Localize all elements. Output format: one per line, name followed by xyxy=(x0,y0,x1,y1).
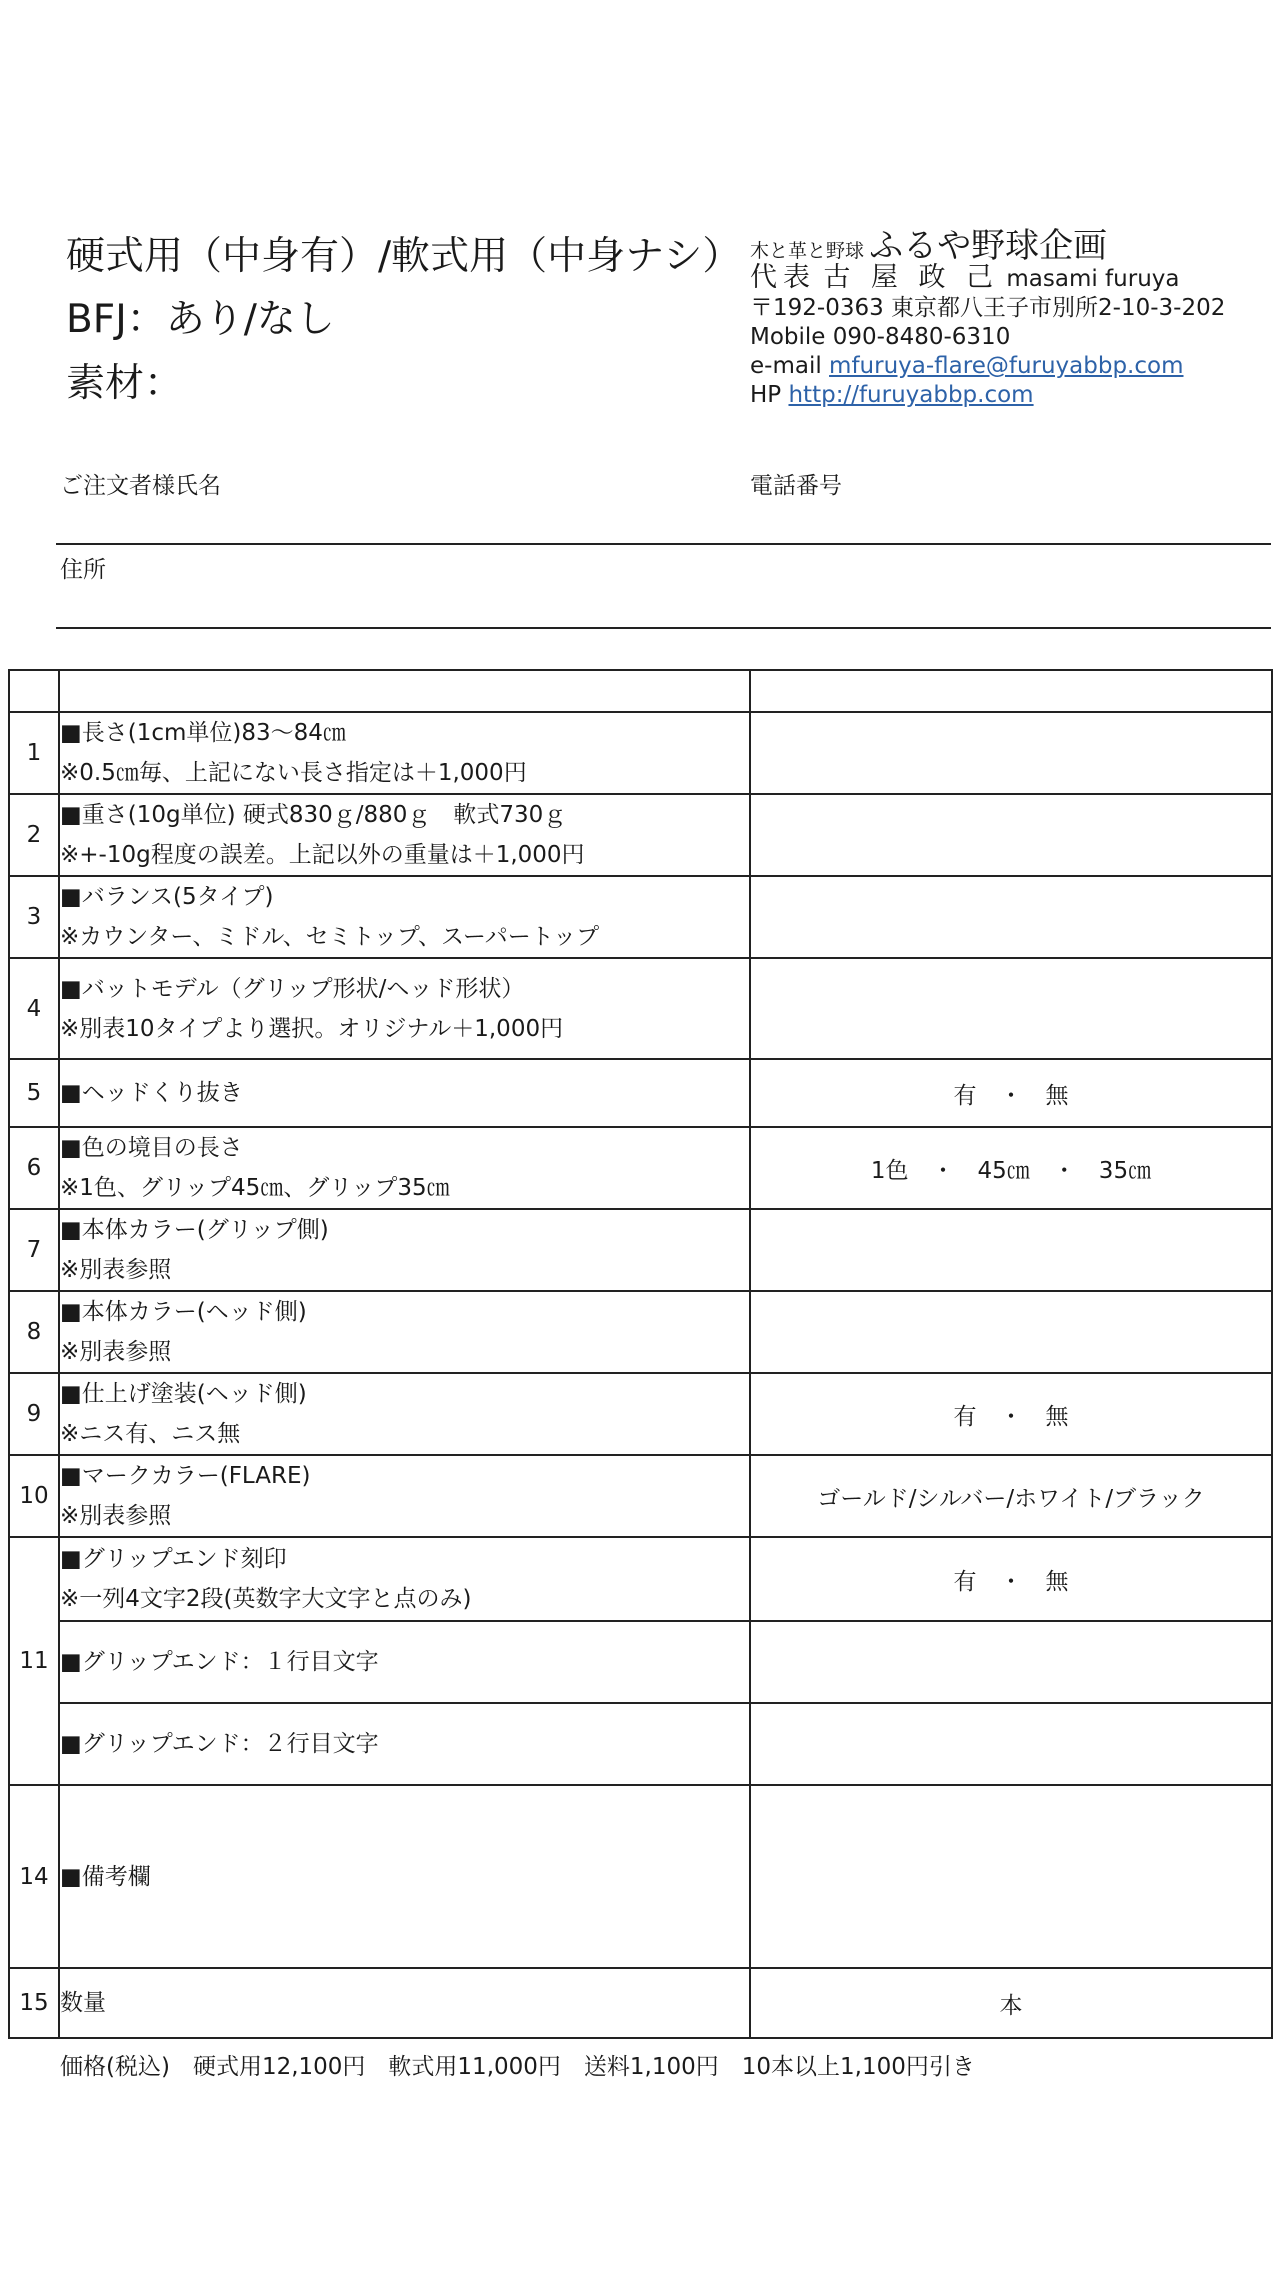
row-item xyxy=(59,794,750,876)
row-number: 11 xyxy=(9,1537,59,1785)
header-cell-num xyxy=(9,670,59,712)
row-label: ■バランス(5タイプ) xyxy=(60,884,274,910)
company-tagline: 木と革と野球 xyxy=(750,240,865,262)
row-value-field[interactable] xyxy=(750,1621,1272,1703)
table-row xyxy=(9,1968,1272,2038)
row-number: 2 xyxy=(9,794,59,876)
rep-label: 代表 xyxy=(750,262,816,293)
row-item xyxy=(59,1291,750,1373)
quantity-field[interactable]: 本 xyxy=(750,1968,1272,2038)
row-value-field[interactable] xyxy=(750,1209,1272,1291)
row-number: 6 xyxy=(9,1127,59,1209)
table-row xyxy=(9,958,1272,1059)
price-footer: 価格(税込) 硬式用12,100円 軟式用11,000円 送料1,100円 10本以上1,100円引き xyxy=(60,2054,975,2080)
row-label: ■備考欄 xyxy=(60,1863,151,1890)
row-value-field[interactable] xyxy=(750,712,1272,794)
row-note: ※別表参照 xyxy=(60,1339,172,1365)
row-note: ※1色、グリップ45㎝、グリップ35㎝ xyxy=(60,1175,450,1201)
table-row xyxy=(9,1373,1272,1455)
name-underline xyxy=(56,543,1271,545)
table-row xyxy=(9,1455,1272,1537)
row-value-field[interactable] xyxy=(750,876,1272,958)
hp-label: HP xyxy=(750,382,782,408)
row-note: ※0.5㎝毎、上記にない長さ指定は＋1,000円 xyxy=(60,760,527,786)
company-email-line xyxy=(750,355,1184,378)
row-item xyxy=(59,958,750,1059)
row-item xyxy=(59,1059,750,1127)
company-hp-line xyxy=(750,384,1034,407)
company-header xyxy=(750,218,1107,267)
remarks-field[interactable] xyxy=(750,1785,1272,1968)
row-value-choice[interactable]: 有 ・ 無 xyxy=(750,1373,1272,1455)
table-row xyxy=(9,1537,1272,1621)
row-value-choice[interactable]: 有 ・ 無 xyxy=(750,1059,1272,1127)
header-cell-value xyxy=(750,670,1272,712)
title-material: 素材： xyxy=(66,361,184,406)
customer-address-label: 住所 xyxy=(60,557,106,583)
row-label: ■グリップエンド刻印 xyxy=(60,1546,287,1572)
row-item xyxy=(59,1537,750,1621)
row-note: ※カウンター、ミドル、セミトップ、スーパートップ xyxy=(60,924,600,950)
company-address: 〒192-0363 東京都八王子市別所2-10-3-202 xyxy=(750,295,1226,321)
row-label: ■グリップエンド：１行目文字 xyxy=(60,1649,379,1675)
company-name: ふるや野球企画 xyxy=(869,226,1108,266)
row-item xyxy=(59,1785,750,1968)
table-header-row xyxy=(9,670,1272,712)
title-type: 硬式用（中身有）/軟式用（中身ナシ） xyxy=(66,234,742,279)
customer-phone-label: 電話番号 xyxy=(750,473,842,499)
row-label: ■長さ(1cm単位)83～84㎝ xyxy=(60,720,346,746)
row-item xyxy=(59,876,750,958)
row-note: ※+-10g程度の誤差。上記以外の重量は＋1,000円 xyxy=(60,842,585,868)
row-item xyxy=(59,1209,750,1291)
row-label: ■バットモデル（グリップ形状/ヘッド形状） xyxy=(60,975,525,1002)
row-note: ※別表10タイプより選択。オリジナル＋1,000円 xyxy=(60,1015,564,1042)
row-value-field[interactable] xyxy=(750,958,1272,1059)
table-row xyxy=(9,876,1272,958)
row-note: ※別表参照 xyxy=(60,1503,172,1529)
row-number: 5 xyxy=(9,1059,59,1127)
row-number: 15 xyxy=(9,1968,59,2038)
company-mobile: Mobile 090-8480-6310 xyxy=(750,324,1011,350)
row-number: 7 xyxy=(9,1209,59,1291)
table-row xyxy=(9,1127,1272,1209)
row-item xyxy=(59,1373,750,1455)
row-label: ■色の境目の長さ xyxy=(60,1135,243,1161)
table-row xyxy=(9,1703,1272,1785)
row-item xyxy=(59,1621,750,1703)
row-item xyxy=(59,1968,750,2038)
row-number: 14 xyxy=(9,1785,59,1968)
header-cell-item xyxy=(59,670,750,712)
row-number: 3 xyxy=(9,876,59,958)
row-label: ■マークカラー(FLARE) xyxy=(60,1463,311,1489)
email-label: e-mail xyxy=(750,353,822,379)
hp-link[interactable]: http://furuyabbp.com xyxy=(788,382,1034,408)
row-note: ※別表参照 xyxy=(60,1257,172,1283)
row-label: ■グリップエンド：２行目文字 xyxy=(60,1731,379,1757)
table-row xyxy=(9,1785,1272,1968)
rep-name: 古 屋 政 己 xyxy=(823,262,1000,293)
row-label: 数量 xyxy=(60,1990,106,2016)
row-value-field[interactable] xyxy=(750,1291,1272,1373)
table-row xyxy=(9,1059,1272,1127)
title-bfj: BFJ：あり/なし xyxy=(66,297,335,342)
row-note: ※ニス有、ニス無 xyxy=(60,1421,241,1447)
row-value-field[interactable] xyxy=(750,1703,1272,1785)
row-value-choice[interactable]: 有 ・ 無 xyxy=(750,1537,1272,1621)
table-row xyxy=(9,1209,1272,1291)
row-item xyxy=(59,1127,750,1209)
row-item xyxy=(59,1703,750,1785)
company-rep xyxy=(750,264,1179,291)
rep-romaji: masami furuya xyxy=(1006,266,1180,292)
row-note: ※一列4文字2段(英数字大文字と点のみ) xyxy=(60,1586,472,1612)
row-label: ■仕上げ塗装(ヘッド側) xyxy=(60,1381,307,1407)
address-underline xyxy=(56,627,1271,629)
table-row xyxy=(9,712,1272,794)
table-row xyxy=(9,1621,1272,1703)
row-number: 8 xyxy=(9,1291,59,1373)
row-number: 9 xyxy=(9,1373,59,1455)
row-number: 1 xyxy=(9,712,59,794)
row-value-choice[interactable]: 1色 ・ 45㎝ ・ 35㎝ xyxy=(750,1127,1272,1209)
row-label: ■本体カラー(ヘッド側) xyxy=(60,1299,307,1325)
row-number: 4 xyxy=(9,958,59,1059)
row-value-field[interactable] xyxy=(750,794,1272,876)
row-label: ■本体カラー(グリップ側) xyxy=(60,1217,329,1243)
table-row xyxy=(9,1291,1272,1373)
table-row xyxy=(9,794,1272,876)
order-table xyxy=(8,669,1273,2039)
customer-name-label: ご注文者様氏名 xyxy=(60,473,221,499)
row-item xyxy=(59,712,750,794)
row-label: ■ヘッドくり抜き xyxy=(60,1080,243,1106)
row-value-choice[interactable]: ゴールド/シルバー/ホワイト/ブラック xyxy=(750,1455,1272,1537)
row-label: ■重さ(10g単位) 硬式830ｇ/880ｇ 軟式730ｇ xyxy=(60,802,567,828)
row-number: 10 xyxy=(9,1455,59,1537)
row-item xyxy=(59,1455,750,1537)
email-link[interactable]: mfuruya-flare@furuyabbp.com xyxy=(829,353,1184,379)
